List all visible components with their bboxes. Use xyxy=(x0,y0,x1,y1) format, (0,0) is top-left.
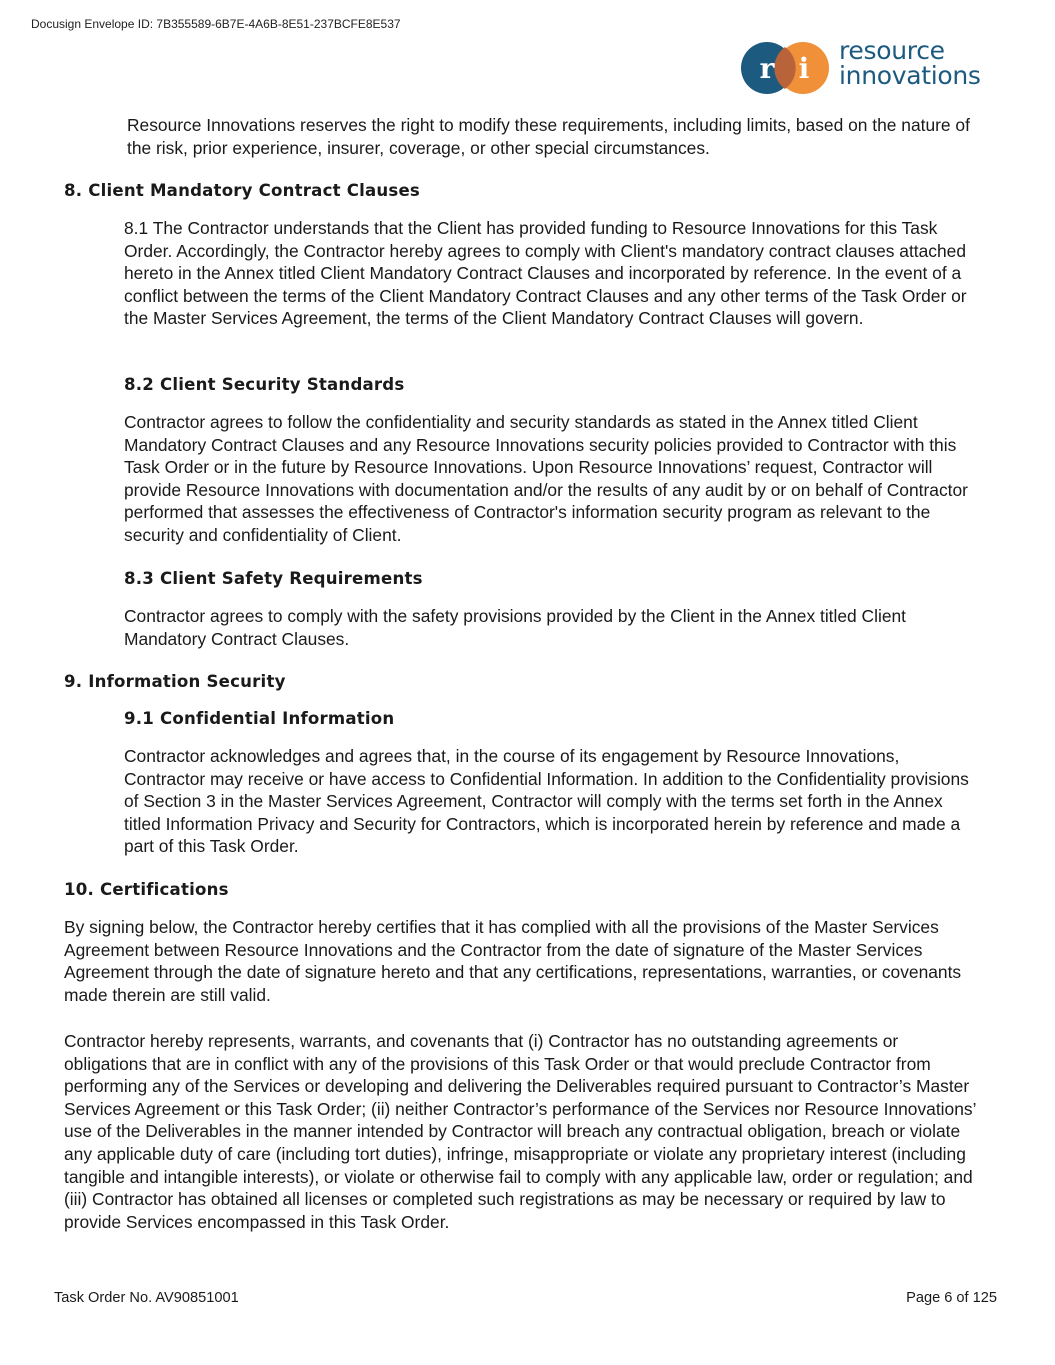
footer-task-order: Task Order No. AV90851001 xyxy=(54,1290,239,1306)
section-9-heading: 9. Information Security xyxy=(64,672,286,691)
resource-innovations-logo xyxy=(740,38,1015,98)
section-8-heading: 8. Client Mandatory Contract Clauses xyxy=(64,181,421,200)
section-10-heading: 10. Certifications xyxy=(64,880,229,899)
section-8-2-paragraph: Contractor agrees to follow the confidentiality and security standards as stated in the Annex titled Client Mandatory Contract Clauses and any Resource Innovations security policies provided to Contractor with this Task Order or in the future by Resource Innovations. Upon Resource Innovations’ request, Contractor will provide Resource Innovations with documentation and/or the results of any audit by or on behalf of Contractor performed that assesses the effectiveness of Contractor's information security program as relevant to the security and confidentiality of Client. xyxy=(124,412,968,545)
logo-monogram-r: r xyxy=(759,52,775,85)
section-8-2-heading: 8.2 Client Security Standards xyxy=(124,375,405,394)
section-9-1-paragraph: Contractor acknowledges and agrees that, in the course of its engagement by Resource Innovations, Contractor may receive or have access to Confidential Information. In addition to the Confidentiality provisions of Section 3 in the Master Services Agreement, Contractor will comply with the terms set forth in the Annex titled Information Privacy and Security for Contractors, which is incorporated herein by reference and made a part of this Task Order. xyxy=(124,746,969,857)
section-8-3-paragraph: Contractor agrees to comply with the safety provisions provided by the Client in the Annex titled Client Mandatory Contract Clauses. xyxy=(124,606,907,649)
section-8-3-heading: 8.3 Client Safety Requirements xyxy=(124,569,423,588)
logo-monogram-i: i xyxy=(798,52,810,85)
logo-monogram-icon xyxy=(740,41,832,95)
section-8-1-paragraph: 8.1 The Contractor understands that the Client has provided funding to Resource Innovations for this Task Order. Accordingly, the Contractor hereby agrees to comply with Client's mandatory contract clauses attached hereto in the Annex titled Client Mandatory Contract Clauses and incorporated by reference. In the event of a conflict between the terms of the Client Mandatory Contract Clauses and any other terms of the Task Order or the Master Services Agreement, the terms of the Client Mandatory Contract Clauses will govern. xyxy=(124,218,967,329)
logo-word-innovations: innovations xyxy=(839,61,981,90)
intro-paragraph: Resource Innovations reserves the right to modify these requirements, including limits, based on the nature of the risk, prior experience, insurer, coverage, or other special circumstances. xyxy=(127,115,970,158)
docusign-envelope-id: Docusign Envelope ID: 7B355589-6B7E-4A6B-8E51-237BCFE8E537 xyxy=(31,17,401,31)
section-10-paragraph-1: By signing below, the Contractor hereby certifies that it has complied with all the provisions of the Master Services Agreement between Resource Innovations and the Contractor from the date of signature of the Master Services Agreement through the date of signature hereto and that any certifications, representations, warranties, or covenants made therein are still valid. xyxy=(64,917,962,1005)
logo-wordmark xyxy=(839,38,981,88)
footer-page-number: Page 6 of 125 xyxy=(906,1290,997,1306)
section-10-paragraph-2: Contractor hereby represents, warrants, and covenants that (i) Contractor has no outstanding agreements or obligations that are in conflict with any of the provisions of this Task Order or that would preclude Contractor from performing any of the Services or developing and delivering the Deliverables required pursuant to Contractor’s Master Services Agreement or this Task Order; (ii) neither Contractor’s performance of the Services nor Resource Innovations’ use of the Deliverables in the manner intended by Contractor will breach any contractual obligation, breach or violate any applicable duty of care (including tort duties), infringe, misappropriate or violate any proprietary interest (including tangible and intangible interests), or violate or otherwise fail to comply with any applicable law, order or regulation; and (iii) Contractor has obtained all licenses or completed such registrations as may be necessary or required by law to provide Services encompassed in this Task Order. xyxy=(64,1031,976,1232)
logo-word-resource: resource xyxy=(839,36,945,65)
section-9-1-heading: 9.1 Confidential Information xyxy=(124,709,395,728)
